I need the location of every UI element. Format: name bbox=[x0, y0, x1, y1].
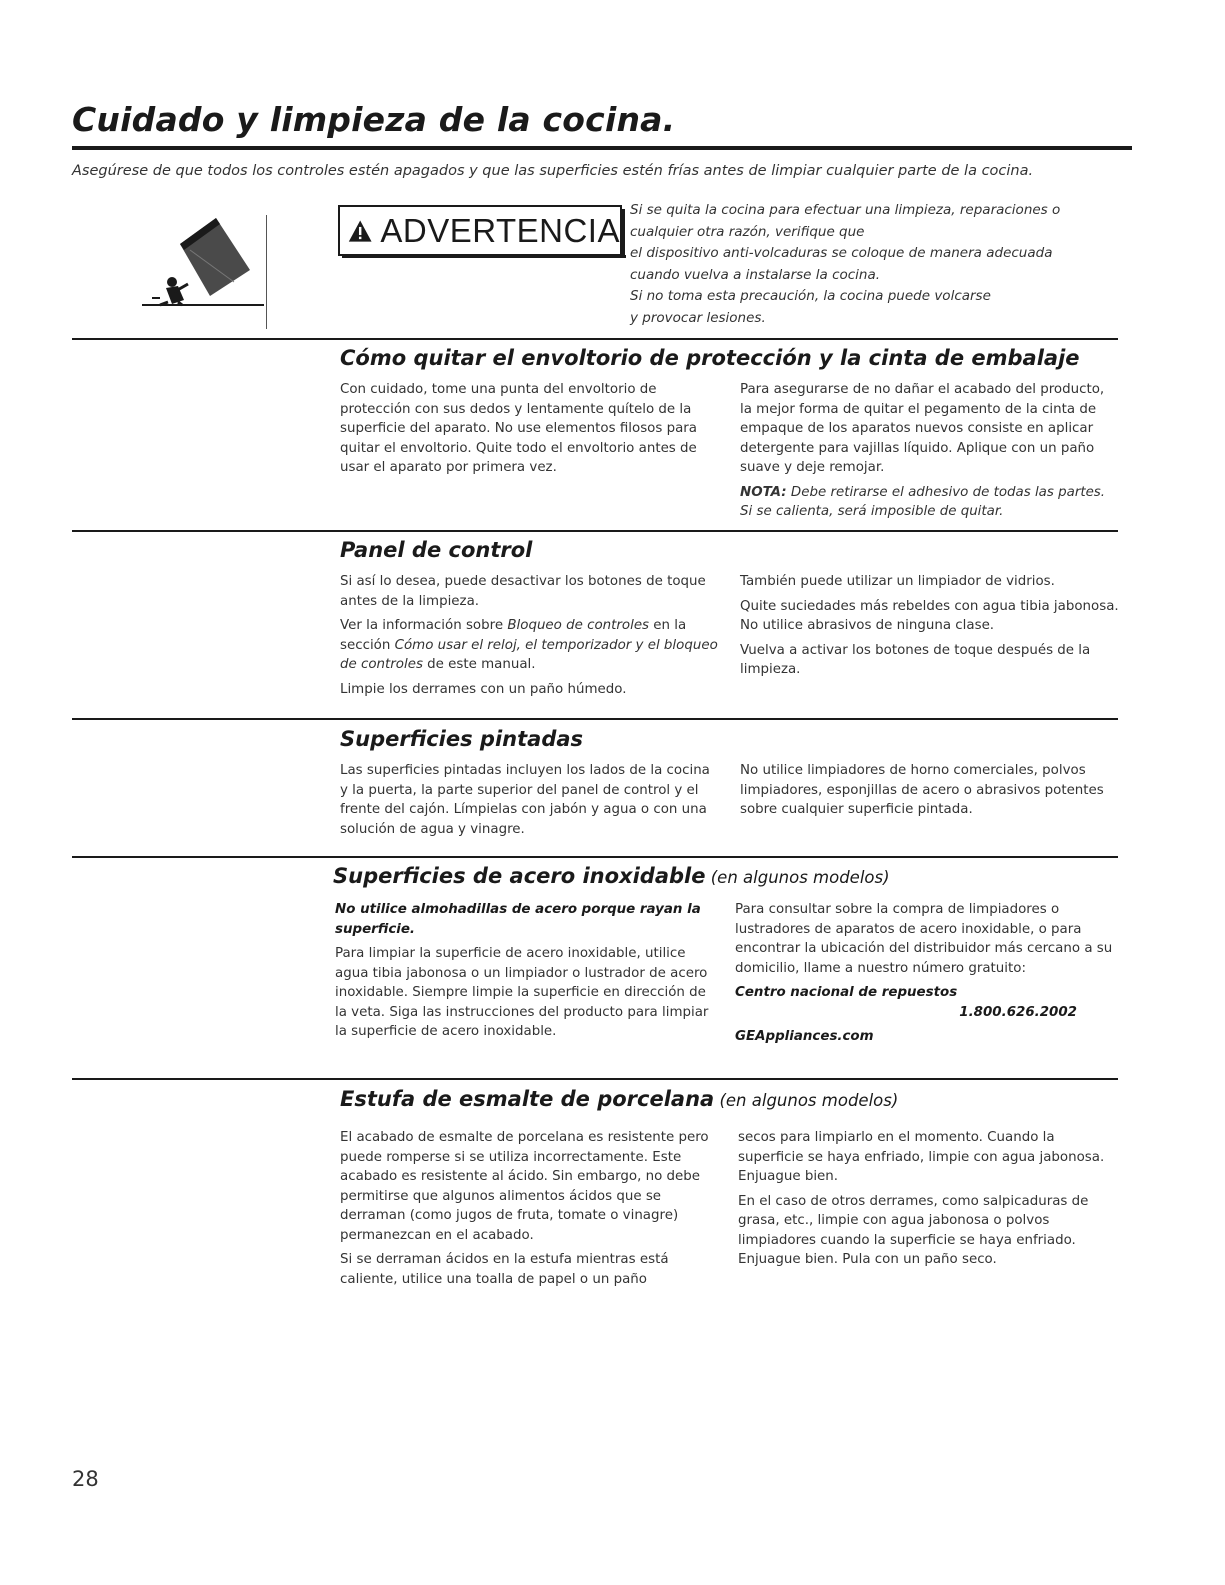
page-number: 28 bbox=[72, 1467, 99, 1491]
warning-line: Si no toma esta precaución, la cocina puede volcarse bbox=[630, 288, 991, 304]
ref-text: en la sección bbox=[340, 618, 687, 653]
wrap-note bbox=[740, 483, 1120, 522]
warning-line: cuando vuelva a instalarse la cocina. bbox=[630, 266, 881, 283]
section-divider bbox=[72, 856, 1118, 858]
page-title: Cuidado y limpieza de la cocina. bbox=[72, 100, 676, 139]
warning-text bbox=[630, 200, 1120, 329]
section-title-porcelain bbox=[340, 1087, 898, 1111]
section-title-wrap: Cómo quitar el envoltorio de protección y la cinta de embalaje bbox=[340, 346, 1080, 370]
website-link[interactable]: GEAppliances.com bbox=[735, 1029, 874, 1044]
steel-title: Superficies de acero inoxidable bbox=[333, 864, 706, 888]
porcelain-title-sub: (en algunos modelos) bbox=[714, 1091, 899, 1110]
wrap-right-column bbox=[740, 380, 1120, 527]
porcelain-right-column bbox=[738, 1128, 1123, 1275]
wrap-left-text: Con cuidado, tome una punta del envoltorio de protección con sus dedos y lentamente quítelo de la superficie del aparato. No use elementos filosos para quitar el envoltorio. Quite todo el envoltorio antes de usar el aparato por primera vez. bbox=[340, 382, 698, 475]
porcelain-right-text: En el caso de otros derrames, como salpicaduras de grasa, etc., limpie con agua jabonosa o polvos limpiadores cuando la superficie se haya enfriado. Enjuague bien. Pula con un paño seco. bbox=[738, 1193, 1089, 1267]
painted-right-column bbox=[740, 761, 1120, 825]
panel-left-text: Si así lo desea, puede desactivar los botones de toque antes de la limpieza. bbox=[340, 574, 706, 609]
title-rule bbox=[72, 146, 1132, 150]
warning-divider bbox=[266, 215, 267, 329]
steel-left-text: Para limpiar la superficie de acero inoxidable, utilice agua tibia jabonosa o un limpiador o lustrador de acero inoxidable. Siempre limpie la superficie en dirección de la veta. Siga las instrucciones del producto para limpiar la superficie de acero inoxidable. bbox=[335, 946, 709, 1039]
panel-left-column bbox=[340, 572, 720, 704]
porcelain-title: Estufa de esmalte de porcelana bbox=[340, 1087, 715, 1111]
warning-line: el dispositivo anti-volcaduras se coloque de manera adecuada bbox=[630, 245, 1053, 261]
porcelain-right-text: secos para limpiarlo en el momento. Cuando la superficie se haya enfriado, limpie con agua jabonosa. Enjuague bien. bbox=[738, 1130, 1105, 1184]
parts-center-phone: 1.800.626.2002 bbox=[959, 1004, 1077, 1020]
panel-right-column bbox=[740, 572, 1120, 685]
parts-center-name: Centro nacional de repuestos bbox=[735, 985, 958, 1000]
steel-warning-text: No utilice almohadillas de acero porque rayan la superficie. bbox=[335, 902, 701, 937]
warning-box-shadow bbox=[342, 255, 626, 258]
section-title-panel: Panel de control bbox=[340, 538, 533, 562]
steel-right-column bbox=[735, 900, 1115, 1052]
steel-title-sub: (en algunos modelos) bbox=[705, 868, 890, 887]
ref-text-italic: Bloqueo de controles bbox=[507, 618, 650, 633]
section-divider bbox=[72, 338, 1118, 340]
intro-text: Asegúrese de que todos los controles estén apagados y que las superficies estén frías antes de limpiar cualquier parte de la cocina. bbox=[72, 163, 1034, 179]
note-label: NOTA: bbox=[740, 484, 787, 500]
tipping-range-illustration bbox=[138, 212, 268, 317]
warning-box-shadow-side bbox=[622, 209, 625, 258]
steel-right-text: Para consultar sobre la compra de limpiadores o lustradores de aparatos de acero inoxidable, o para encontrar la ubicación del distribuidor más cercano a su domicilio, llame a nuestro número gratuito: bbox=[735, 902, 1113, 976]
panel-left-text: Limpie los derrames con un paño húmedo. bbox=[340, 681, 627, 697]
note-text: Debe retirarse el adhesivo de todas las partes. Si se calienta, será imposible de quitar. bbox=[740, 484, 1106, 519]
warning-line: Si se quita la cocina para efectuar una limpieza, reparaciones o bbox=[630, 202, 1061, 218]
warning-label-box bbox=[338, 205, 622, 256]
painted-right-text: No utilice limpiadores de horno comerciales, polvos limpiadores, esponjillas de acero o abrasivos potentes sobre cualquier superficie pintada. bbox=[740, 763, 1104, 817]
warning-triangle-icon bbox=[348, 217, 372, 245]
section-divider bbox=[72, 718, 1118, 720]
steel-left-column bbox=[335, 900, 720, 1047]
ref-text: Ver la información sobre bbox=[340, 618, 508, 633]
painted-left-column bbox=[340, 761, 720, 844]
warning-line: y provocar lesiones. bbox=[630, 309, 766, 326]
panel-right-text: Quite suciedades más rebeldes con agua tibia jabonosa. No utilice abrasivos de ninguna clase. bbox=[740, 598, 1119, 633]
panel-left-reference bbox=[340, 616, 720, 675]
warning-label: ADVERTENCIA bbox=[380, 211, 620, 249]
porcelain-left-text: Si se derraman ácidos en la estufa mientras está caliente, utilice una toalla de papel o un paño bbox=[340, 1252, 669, 1287]
wrap-right-text: Para asegurarse de no dañar el acabado del producto, la mejor forma de quitar el pegamento de la cinta de empaque de los aparatos nuevos consiste en aplicar detergente para vajillas líquido. Aplique con un paño suave y deje remojar. bbox=[740, 382, 1105, 475]
panel-right-text: Vuelva a activar los botones de toque después de la limpieza. bbox=[740, 642, 1091, 677]
painted-left-text: Las superficies pintadas incluyen los lados de la cocina y la puerta, la parte superior del panel de control y el frente del cajón. Límpielas con jabón y agua o con una solución de agua y vinagre. bbox=[340, 763, 710, 837]
section-divider bbox=[72, 1078, 1118, 1080]
section-divider bbox=[72, 530, 1118, 532]
section-title-painted: Superficies pintadas bbox=[340, 727, 584, 751]
porcelain-left-column bbox=[340, 1128, 720, 1294]
panel-right-text: También puede utilizar un limpiador de vidrios. bbox=[740, 574, 1055, 589]
ref-text-italic: Cómo usar el reloj, el temporizador y el bloqueo de controles bbox=[340, 637, 718, 672]
section-title-steel bbox=[333, 864, 890, 888]
ref-text: de este manual. bbox=[422, 657, 536, 672]
parts-center bbox=[735, 983, 1115, 1022]
porcelain-left-text: El acabado de esmalte de porcelana es resistente pero puede romperse si se utiliza incorrectamente. Este acabado es resistente al ácido. Sin embargo, no debe permitirse que algunos alimentos ácidos que se derraman (como jugos de fruta, tomate o vinagre) permanezcan en el acabado. bbox=[340, 1130, 709, 1243]
warning-line: cualquier otra razón, verifique que bbox=[630, 223, 865, 240]
wrap-left-column bbox=[340, 380, 720, 483]
